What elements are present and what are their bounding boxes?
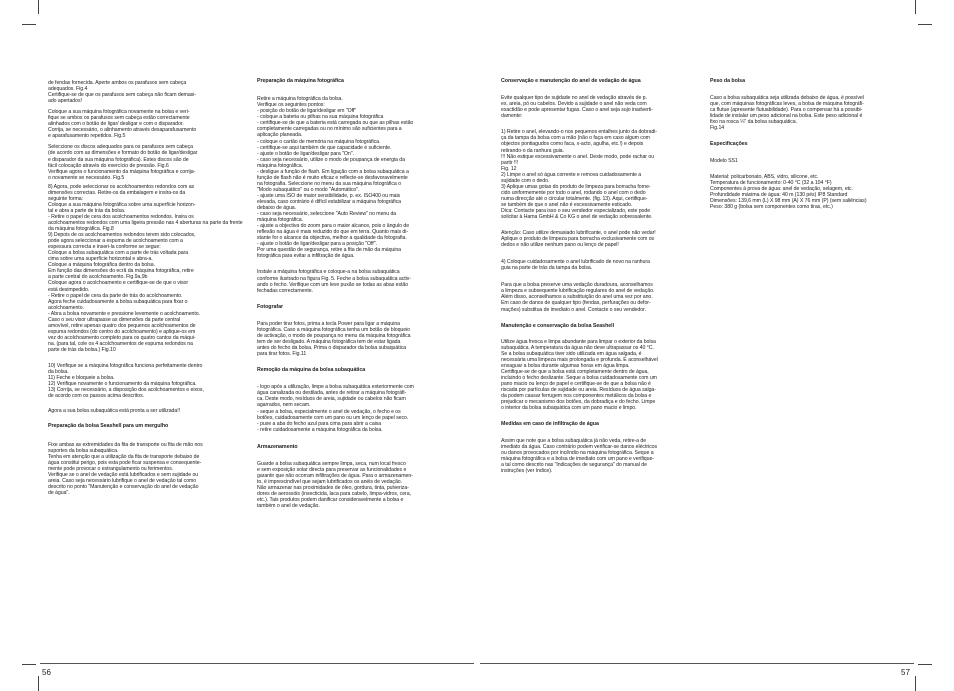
page-number-left: 56 <box>42 668 51 677</box>
paragraph: 8) Agora, pode seleccionar os acolchoamentos redondos com as dimensões correctas. Retire-os da embalagem e insira-os da seguinte forma: Coloque a sua máquina fotográfica sobre uma superfície horizon- tal e abra a parte de trás da bolsa. - Retire o papel de cera dos acolchoamentos redondos. Insira os acolchoamentos redondos com uma ligeira pressão nas 4 aberturas na parte da frente da máquina fotográfica. Fig.8 9) Depois de os acolchoamentos redondos terem sido colocados, pode agora seleccionar a espuma de acolchoamento com a espessura correcta e inseri-la conforme se segue: Coloque a bolsa subaquática com a parte de trás voltada para cima sobre uma superfície horizontal e abra-a. Coloque a máquina fotográfica dentro da bolsa. Em função das dimensões do ecrã da máquina fotográfica, retire a parte central do acolchoamento. Fig.9a,9b Coloque agora o acolchoamento e certifique-se de que o visor está desimpedido. - Retire o papel de cera da parte de trás do acolchoamento. Agora feche cuidadosamente a bolsa subaquática para fixar o acolchoamento. - Abra a bolsa novamente e pressione levemente o acolchoamento. Caso o seu visor ultrapasse as dimensões da parte central amovível, retire apenas quatro dos pequenos acolchoamentos de espuma redondos (do centro do acolchoamento) e aplique-os em vez do acolchoamento completo para os quatro cantos da máqui- na. (para tal, cole os 4 acolchoamentos de espuma redondos na parte de trás da bolsa.) Fig.10 <box>48 183 243 353</box>
paragraph: 10) Verifique se a máquina fotográfica funciona perfeitamente dentro da bolsa. 11) Feche e bloqueie a bolsa. 12) Verifique novamente o funcionamento da máquina fotográfica. 13) Corrija, se necessário, a disposição dos acolchoamentos e eixos, de acordo com os passos acima descritos. <box>48 363 204 400</box>
crop-mark-bottom-left <box>38 676 39 691</box>
section-heading: Fotografar <box>257 303 283 310</box>
crop-mark-top-left-h <box>22 24 36 25</box>
paragraph: Fixe ambas as extremidades da fita de transporte ou fita de mão nos suportes da bolsa subaquática. Tenha em atenção que a utilização da fita de transporte debaixo de água constitui perigo, pois esta pode ficar suspensa e consequente- mente pode provocar o estrangulamento ou ferimentos. Verifique se o anel de vedação está lubrificados e sem sujidade ou areia. Caso seja necessário lubrifique o anel de vedação tal como descrito no ponto "Manutenção e conservação do anel de vedação de água". <box>48 441 203 496</box>
paragraph: Retire a máquina fotográfica da bolsa. Verifique os seguintes pontos: - posição do botão de ligar/desligar em "Off" - coloque a bateria ou pilhas na sua máquina fotográfica - certifique-se de que a bateria está carregada ou que as pilhas estão completamente carregadas ou no mínimo são suficientes para a aplicação planeada. - coloque o cartão de memória na máquina fotográfica. - certifique-se aqui também de que capacidade é suficiente. - ajuste o botão de ligar/desligar para "On". - caso seja necessário, utilize o modo de poupança de energia da máquina fotográfica. - desligue a função de flash. Em ligação com a bolsa subaquática a função de flash não é muito eficaz e reflecte-se desfavoravelmente na fotografia. Seleccione no menu da sua máquina fotográfica o "Modo subaquático" ou o modo "Automático". - ajuste uma ISO de maior sensibilidade, p. ex. ISO400 ou mais elevada, caso contrário é difícil estabilizar a máquina fotográfica debaixo de água. - caso seja necessário, seleccione "Auto Review" no menu da máquina fotográfica. - ajuste a objectiva do zoom para o maior alcance, pois o ângulo de reflexão na água é mais reduzido do que em terra. Quanto mais di- stante for o alcance da objectiva, melhor a qualidade da fotografia. - ajuste o botão de ligar/desligar para a posição "Off". Por uma questão de segurança, retire a fita de mão da máquina fotográfica para evitar a infiltração de água. <box>257 96 414 260</box>
paragraph: de fendas fornecida. Aperte ambos os parafusos sem cabeça adequados. Fig.4 Certifique-se de que os parafusos sem cabeça não ficam demasi- ado apertados! <box>48 80 196 105</box>
column-2 <box>257 78 457 514</box>
crop-mark-top-right <box>915 0 916 14</box>
paragraph: Coloque a sua máquina fotográfica novamente na bolsa e veri- fique se ambos os parafusos sem cabeça estão correctamente alinhados com o botão de ligar/ desligar e com o disparador. Corrija, se necessário, o alinhamento através desaparafusamento e aparafusamento repetidos. Fig.5 <box>48 109 197 140</box>
footer-rule-right <box>480 663 914 664</box>
crop-mark-top-left <box>38 0 39 14</box>
section-heading: Conservação e manutenção do anel de vedação de água <box>501 78 641 84</box>
crop-mark-bottom-left-h <box>22 664 36 665</box>
section-heading: Armazenamento <box>257 443 298 450</box>
section-heading: Especificações <box>710 141 748 148</box>
paragraph: Para poder tirar fotos, prima a tecla Power para ligar a máquina fotográfica. Caso a máquina fotográfica tenha um botão de bloqueio de activação, o modo de poupança no menu da máquina fotográfica tem de ser desligado. A máquina fotográfica tem de estar ligada antes do fecho da bolsa. Prima o disparador da bolsa subaquática para tirar fotos. Fig.11 <box>257 320 411 358</box>
section-heading: Remoção da máquina da bolsa subaquática <box>257 367 366 374</box>
paragraph: - logo após a utilização, limpe a bolsa subaquática exteriormente com água canalizada ou destilada, antes de retirar a máquina fotográfi- ca. Deste modo, resíduos de areia, sujidade ou cabelos não ficam agarrados, nem secam. - seque a bolsa, especialmente o anel de vedação, o fecho e os botões, cuidadosamente com um pano ou um lenço de papel seco. - puxe a aba do fecho azul para cima para abrir a caixa - retire cuidadosamente a máquina fotográfica da bolsa. <box>257 384 414 433</box>
paragraph: Agora a sua bolsa subaquática está pronta a ser utilizada!! <box>48 408 181 415</box>
column-1 <box>48 80 246 501</box>
column-4 <box>710 78 910 215</box>
paragraph: Modelo SS1 <box>710 157 738 164</box>
paragraph: Material: policarbonato, ABS, vidro, silicone, etc. Temperatura de funcionamento: 0-40 °C (32 a 104 °F) Componentes à prova de água: anel de vedação, selagem, etc. Profundidade máxima de água: 40 m (130 pés) IP8 Standard Dimensões: 139,6 mm (L) X 98 mm (A) X 76 mm (P) (sem saliências) Peso: 380 g (bolsa sem componentes como tiras, etc.) <box>710 173 867 210</box>
paragraph: Atenção: Caso utilize demasiado lubrificante, o anel pode não vedar! Aplique o produto de limpeza para borracha exclusivamente com os dedos e não utilize nenhum pano ou lenço de papel! <box>501 230 656 249</box>
crop-mark-top-right-h <box>918 24 932 25</box>
paragraph: Guarde a bolsa subaquática sempre limpa, seca, num local fresco e sem exposição solar directa para preservar as funcionalidades e garantir que não ocorram infiltrações de água. Para o armazenamen- to, é imprescindível que sejam lubrificados os anéis de vedação. Não armazenar nas proximidades de óleo, gordura, tinta, pulveriza- dores de aerossóis (insecticida, laca para cabelo, limpa-vidros, cera, etc.). Tais produtos podem danificar consideravelmente a bolsa e também o anel de vedação. <box>257 460 413 510</box>
page-number-right: 57 <box>901 668 910 677</box>
paragraph: Caso a bolsa subaquática seja utilizada debaixo de água, é possível que, com máquinas fotográficas leves, a bolsa de máquina fotográfi- ca flutue (apresente flutuabilidade). Para o compensar há a possibi- lidade de instalar um peso adicional na bolsa. Este peso adicional é fixo na rosca ¼" da bolsa subaquática. Fig.14 <box>710 95 864 132</box>
section-heading: Preparação da máquina fotográfica <box>257 78 344 84</box>
footer-rule-left <box>40 663 474 664</box>
section-heading: Manutenção e conservação da bolsa Seashell <box>501 322 615 329</box>
crop-mark-bottom-right-h <box>918 664 932 665</box>
column-3 <box>501 78 701 479</box>
paragraph: Assim que note que a bolsa subaquática já não veda, retire-a de imediato da água. Caso contrário podem verificar-se danos eléctricos ou danos provocados por incêndio na máquina fotográfica. Seque a máquina fotográfica e a bolsa de imediato com um pano e verifique- a tal como descrito nas "Indicações de segurança" do manual de instruções (ver índice). <box>501 437 658 474</box>
crop-mark-bottom-right <box>915 676 916 691</box>
paragraph: 1) Retire o anel, elevando-o nos pequenos entalhes junto da dobradi- ça da tampa da bolsa com a mão (não o faça em caso algum com objectos pontiagudos como faca, x-acto, agulha, etc.!) e depois retirando-o da ranhura guia. !!! Não estique excessivamente o anel. Deste modo, pode rachar ou partir !!! Fig. 12 2) Limpe o anel só água corrente e remova cuidadosamente a sujidade com o dedo. 3) Aplique umas gotas do produto de limpeza para borracha forne- cido uniformemente por todo o anel, rodando o anel com o dedo numa direcção até o circular totalmente. (fig. 13). Aqui, certifique- se também de que o anel não é excessivamente esticado. Dica: Contacte para isso o seu vendedor especializado, este pode solicitar à Hama GmbH & Co KG o anel de vedação sobressalente. <box>501 129 658 221</box>
paragraph: Seleccione os discos adequados para os parafusos sem cabeça (de acordo com as dimensões e formato do botão de ligar/desligar e disparador da sua máquina fotográfica). Estes discos são de fácil colocação através do exercício de pressão. Fig.6 Verifique agora o funcionamento da máquina fotográfica e corrija- o novamente se necessário. Fig.5 <box>48 144 198 181</box>
section-heading: Preparação da bolsa Seashell para um mergulho <box>48 423 169 430</box>
paragraph: Instale a máquina fotográfica e coloque-a na bolsa subaquática conforme ilustrado na figura Fig. 5. Feche a bolsa subaquática activ- ando o fecho. Verifique com um leve puxão se todas as abas estão fechadas correctamente. <box>257 269 411 294</box>
section-heading: Medidas em caso de infiltração de água <box>501 421 599 428</box>
paragraph: Utilize água fresca e limpa abundante para limpar o exterior da bolsa subaquática. A temperatura da água não deve ultrapassar os 40 °C. Se a bolsa subaquática tiver sido utilizada em água salgada, é necessária uma limpeza mais prolongada e profunda. É aconselhável enxaguar a bolsa durante algumas horas em água limpa. Certifique-se de que a bolsa está completamente dentro de água, incluindo o fecho deslizante. Seque a bolsa cuidadosamente com um pano macio ou lenço de papel e certifique-se de que a bolsa não é riscada por partículas de sujidade ou areia. Resíduos de água salga- da podem causar ferrugem nos componentes metálicos da bolsa e prejudicar o mecanismo dos botões, da dobradiça e do fecho. Limpe o interior da bolsa subaquática com um pano macio e limpo. <box>501 338 658 412</box>
section-heading: Peso da bolsa <box>710 78 745 84</box>
paragraph: 4) Coloque cuidadosamente o anel lubrificado de novo na ranhura guia na parte de trás da tampa da bolsa. <box>501 259 650 272</box>
paragraph: Evite qualquer tipo de sujidade no anel de vedação através de p. ex. areia, pó ou cabelos. Devido a sujidade o anel não veda com exactidão e pode apresentar fugas. Caso o anel seja sujo inadverti- damente: <box>501 95 653 120</box>
paragraph: Para que a bolsa preserve uma vedação duradoura, aconselhamos a limpeza e subsequente lubrificação regulares do anel de vedação. Além disso, aconselhamos a substituição do anel uma vez por ano. Em caso de danos de qualquer tipo (fendas, perfurações ou defor- mações) substitua de imediato o anel. Contacte o seu vendedor. <box>501 282 655 313</box>
